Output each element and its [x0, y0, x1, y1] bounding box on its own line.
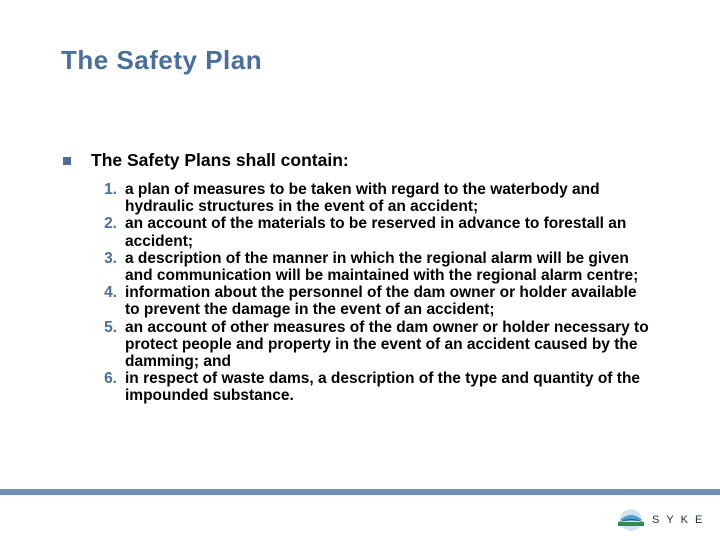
list-item-text: in respect of waste dams, a description of the type and quantity of the impounded substance.: [125, 370, 641, 405]
list-item: [95, 215, 655, 249]
list-item-text: information about the personnel of the dam owner or holder available to prevent the damage in the event of an accident;: [125, 284, 637, 319]
list-item: [95, 319, 655, 371]
main-point: The Safety Plans shall contain:: [91, 150, 349, 170]
list-item-number: 4.: [104, 284, 117, 302]
list-item: [95, 370, 655, 404]
list-item-number: 1.: [104, 181, 117, 198]
list-item-text: a plan of measures to be taken with regard to the waterbody and hydraulic structures in the event of an accident;: [125, 181, 600, 216]
list-item-text: a description of the manner in which the regional alarm will be given and communication will be maintained with the regional alarm centre;: [125, 249, 639, 285]
list-item-number: 6.: [104, 370, 117, 388]
footer-bar: [0, 489, 720, 495]
syke-logo-icon: [616, 507, 646, 533]
numbered-list: [95, 181, 655, 405]
list-item-number: 2.: [104, 215, 117, 233]
list-item-number: 5.: [104, 318, 117, 336]
list-item: [95, 284, 655, 318]
footer-logo: [616, 507, 709, 533]
list-item-text: an account of other measures of the dam owner or holder necessary to protect people and property in the event of an accident caused by the damming; and: [125, 318, 649, 371]
list-item: [95, 250, 655, 284]
slide-title: The Safety Plan: [61, 45, 263, 75]
list-item-number: 3.: [104, 249, 117, 267]
logo-text: SYKE: [652, 514, 710, 526]
bullet-square-icon: [63, 157, 71, 165]
list-item: [95, 181, 655, 215]
list-item-text: an account of the materials to be reserved in advance to forestall an accident;: [125, 215, 627, 250]
